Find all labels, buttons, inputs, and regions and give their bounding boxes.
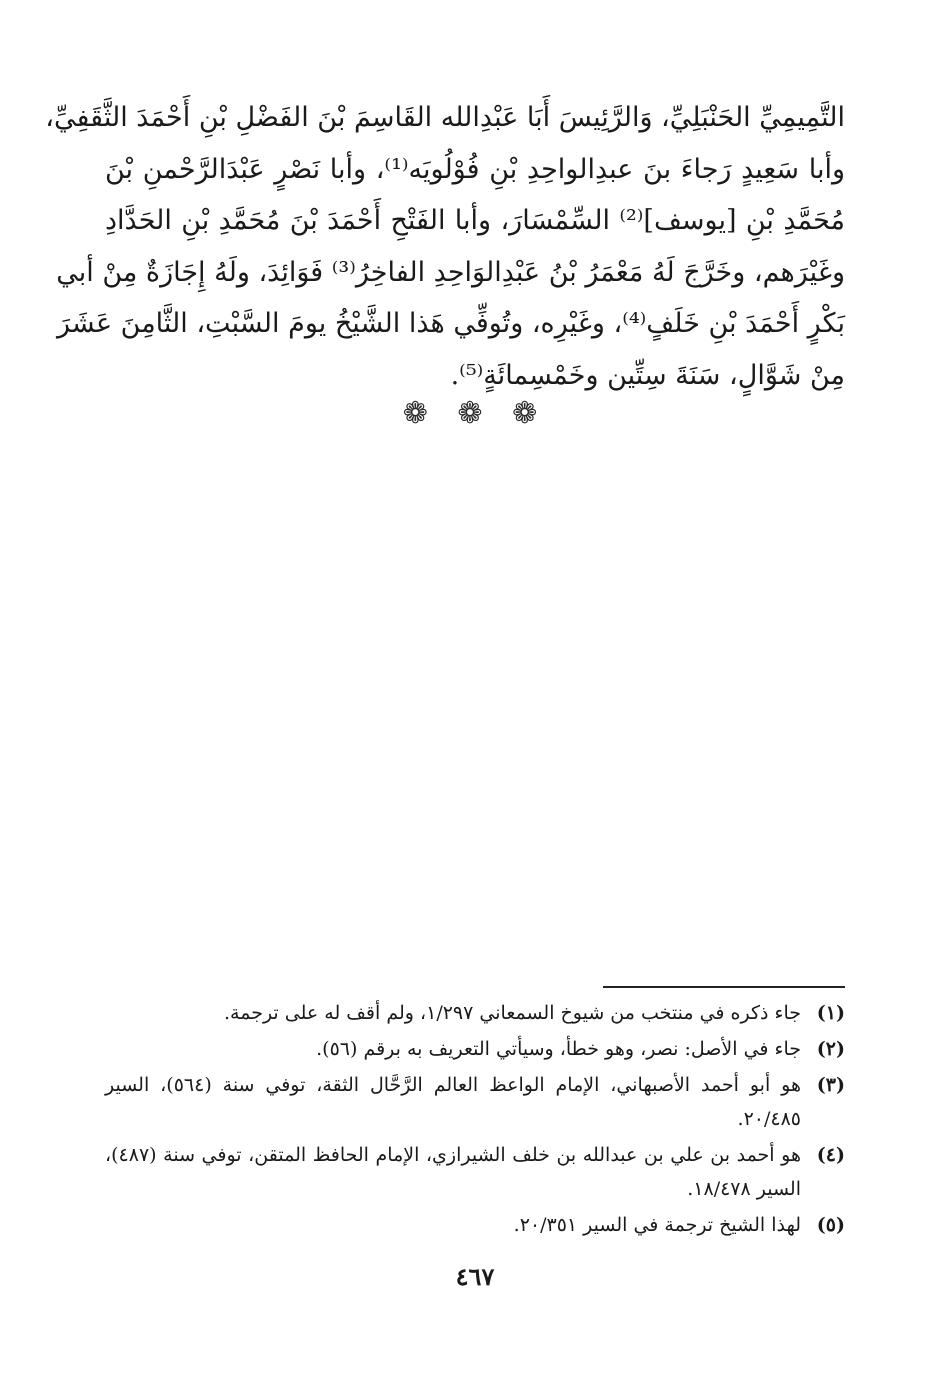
footnote-2 [105,1032,845,1066]
footnote-4 [105,1138,845,1206]
text-line-3: مُحَمَّدِ بْنِ [يوسف]⁽²⁾ السِّمْسَارَ، وأبا الفَتْحِ أَحْمَدَ بْنَ مُحَمَّدِ بْنِ الحَدَّادِ [105,205,845,236]
text-line-4: وغَيْرَهم، وخَرَّجَ لَهُ مَعْمَرُ بْنُ عَبْدِالوَاحِدِ الفاخِرُ⁽³⁾ فَوَائِدَ، ولَهُ إِجَازَةٌ مِنْ أبي [56,256,845,288]
footnote-5 [105,1208,845,1242]
text-line-2: وأبا سَعِيدٍ رَجاءَ بنَ عبدِالواحِدِ بْنِ فُوْلُويَه⁽¹⁾، وأبا نَصْرٍ عَبْدَالرَّحْمنِ بْنَ [105,153,845,185]
main-text-block [45,92,845,401]
flower-ornament-icon: ❁ [402,396,438,431]
footnote-text: جاء في الأصل: نصر، وهو خطأ، وسيأتي التعريف به برقم (٥٦). [316,1038,801,1060]
section-end-ornament [0,396,950,431]
footnote-1 [105,996,845,1030]
footnote-3 [105,1068,845,1136]
flower-ornament-icon: ❁ [457,396,493,431]
page-number: ٤٦٧ [455,1262,495,1291]
flower-ornament-icon: ❁ [512,396,548,431]
footnote-text: لهذا الشيخ ترجمة في السير ٢٠/٣٥١. [513,1214,801,1236]
footnote-number: (٣) [816,1074,845,1096]
footnote-number: (٥) [816,1214,845,1236]
footnote-number: (٢) [816,1038,845,1060]
footnote-text: هو أبو أحمد الأصبهاني، الإمام الواعظ العالم الرَّحَّال الثقة، توفي سنة (٥٦٤)، السير ٢٠/٤٨٥. [105,1074,801,1130]
footnote-text: هو أحمد بن علي بن عبدالله بن خلف الشيرازي، الإمام الحافظ المتقن، توفي سنة (٤٨٧)، السير ١٨/٤٧٨. [105,1144,801,1200]
text-line-1: التَّمِيمِيِّ الحَنْبَلِيِّ، وَالرَّئِيسَ أَبَا عَبْدِالله القَاسِمَ بْنَ الفَضْلِ بْنِ أَحْمَدَ الثَّقَفِيِّ، [45,102,845,133]
footnote-number: (٤) [816,1144,845,1166]
footnote-text: جاء ذكره في منتخب من شيوخ السمعاني ١/٢٩٧، ولم أقف له على ترجمة. [223,1002,801,1024]
text-line-5: بَكْرٍ أَحْمَدَ بْنِ خَلَفٍ⁽⁴⁾، وغَيْرِه، وتُوفِّي هَذا الشَّيْخُ يومَ السَّبْتِ، الثَّامِنَ عَشَرَ [56,308,845,339]
text-line-6: مِنْ شَوَّالٍ، سَنَةَ سِتِّين وخَمْسِمائَةٍ⁽⁵⁾. [450,359,845,391]
footnote-divider [603,986,845,988]
footnote-number: (١) [816,1002,845,1024]
footnotes-section [105,996,845,1244]
